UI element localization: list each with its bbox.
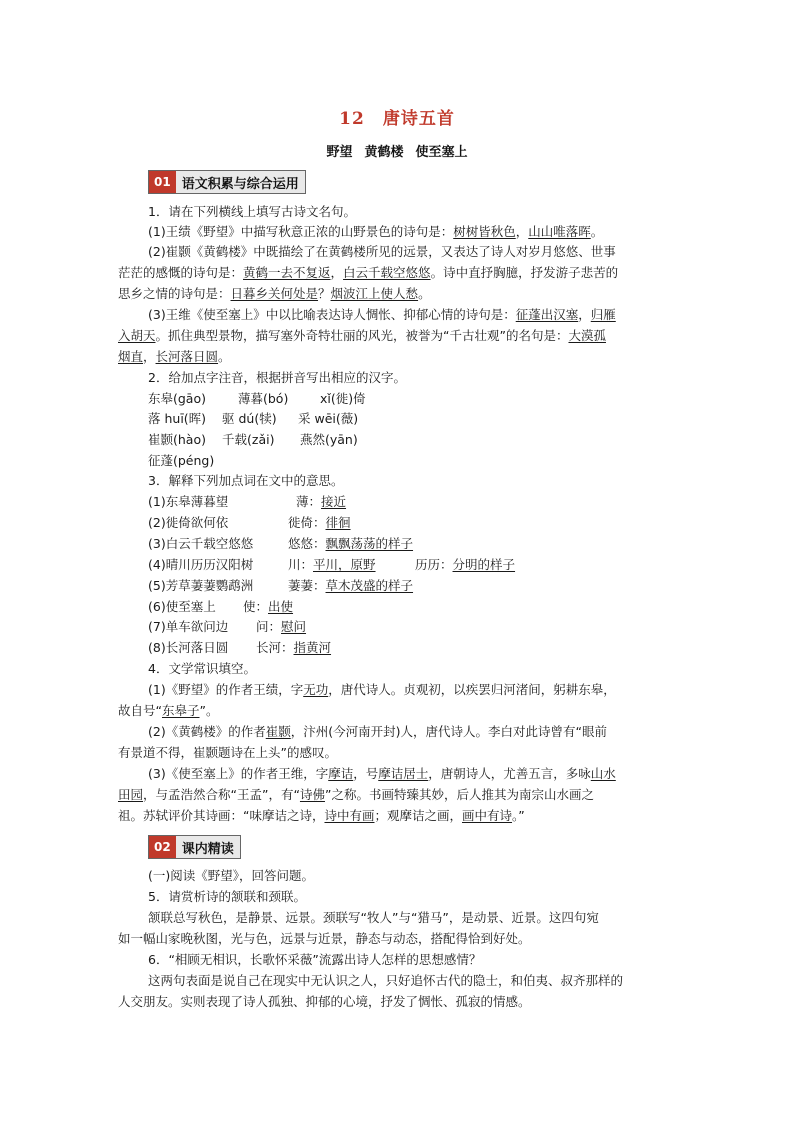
q1-line-7: 烟直，长河落日圆。 [118,349,231,364]
q4-line-2: 故自号“东皋子”。 [118,703,219,718]
q3-item: (3)白云千载空悠悠 悠悠：飘飘荡荡的样子 [148,536,414,551]
answer-5-line-2: 如一幅山家晚秋图，光与色，远景与近景，静态与动态，搭配得恰到好处。 [118,931,531,946]
question-3-heading: 3．解释下列加点词在文中的意思。 [148,473,344,488]
answer-blank: 树树皆秋色 [453,224,516,239]
q3-item: (4)晴川历历汉阳树 川：平川，原野 历历：分明的样子 [148,557,516,572]
q3-item: (2)徙倚欲何依 徙倚：徘徊 [148,515,351,530]
answer-blank: 大漠孤 [568,328,606,343]
answer-blank: 烟直 [118,349,144,364]
answer-blank: 入胡天 [118,328,156,343]
answer-blank: 日暮乡关何处是 [230,286,319,301]
poem-subtitle [0,141,794,160]
question-6: 6．“相顾无相识，长歌怀采薇”流露出诗人怎样的思想感情？ [148,952,482,967]
q4-line-4: 有景道不得，崔颢题诗在上头”的感叹。 [118,745,337,760]
answer-blank: 白云千载空悠悠 [343,265,431,280]
answer-blank: 长河落日圆 [155,349,219,364]
section-header-2 [148,835,241,859]
lesson-title: 12 唐诗五首 [339,109,455,129]
question-5: 5．请赏析诗的颔联和颈联。 [148,889,306,904]
q1-line-2: (2)崔颢《黄鹤楼》中既描绘了在黄鹤楼所见的远景，又表达了诗人对岁月悠悠、世事 [148,244,616,259]
subtitle-poem-2: 黄鹤楼 [364,145,404,160]
q2-row-3: 崔颢(hào) 千载(zǎi) 燕然(yān) [148,432,358,447]
question-2-heading: 2．给加点字注音，根据拼音写出相应的汉字。 [148,370,406,385]
answer-blank: 烟波江上使人愁 [330,286,419,301]
answer-blank: 黄鹤一去不复返 [243,265,331,280]
answer-6-line-2: 人交朋友。实则表现了诗人孤独、抑郁的心境，抒发了惆怅、孤寂的情感。 [118,994,531,1009]
question-4-heading: 4．文学常识填空。 [148,661,256,676]
section-label: 课内精读 [181,841,234,857]
q2-row-2: 落 huī(晖) 驱 dú(犊) 采 wēi(薇) [148,411,359,426]
section-number: 02 [149,836,176,858]
q4-line-5: (3)《使至塞上》的作者王维，字摩诘，号摩诘居士，唐朝诗人，尤善五言，多咏山水 [148,766,616,781]
q1-line-4: 思乡之情的诗句是：日暮乡关何处是？烟波江上使人愁。 [118,286,431,301]
subtitle-poem-1: 野望 [326,145,353,160]
q2-row-1: 东皋(gāo) 薄暮(bó) xǐ(徙)倚 [148,391,366,406]
answer-blank: 归雁 [590,307,616,322]
answer-blank: 征蓬出汉塞 [515,307,579,322]
section-header-1 [148,170,306,194]
q4-line-6: 田园，与孟浩然合称“王孟”，有“诗佛”之称。书画特臻其妙，后人推其为南宗山水画之 [118,787,594,802]
q3-item: (8)长河落日圆 长河：指黄河 [148,640,332,655]
answer-blank: 山山唯落晖 [528,224,591,239]
answer-6-line-1: 这两句表面是说自己在现实中无认识之人，只好追怀古代的隐士，和伯夷、叔齐那样的 [148,973,624,988]
reading-intro: (一)阅读《野望》，回答问题。 [148,868,315,883]
q3-item: (6)使至塞上 使：出使 [148,599,294,614]
section-label: 语文积累与综合运用 [181,176,299,192]
q4-line-3: (2)《黄鹤楼》的作者崔颢，汴州(今河南开封)人，唐代诗人。李白对此诗曾有“眼前 [148,724,607,739]
q2-row-4: 征蓬(péng) [148,453,215,468]
q1-line-1: (1)王绩《野望》中描写秋意正浓的山野景色的诗句是：树树皆秋色，山山唯落晖。 [148,224,604,239]
answer-5-line-1: 颔联总写秋色，是静景、远景。颈联写“牧人”与“猎马”，是动景、近景。这四句宛 [148,910,599,925]
q4-line-7: 祖。苏轼评价其诗画：“味摩诘之诗，诗中有画；观摩诘之画，画中有诗。” [118,808,525,823]
q1-line-6: 入胡天。抓住典型景物，描写塞外奇特壮丽的风光，被誉为“千古壮观”的名句是：大漠孤 [118,328,606,343]
section-number: 01 [149,171,176,193]
q3-item: (1)东皋薄暮望 薄：接近 [148,494,347,509]
q4-line-1: (1)《野望》的作者王绩，字无功，唐代诗人。贞观初，以疾罢归河渚间，躬耕东皋， [148,682,616,697]
q1-line-3: 茫茫的感慨的诗句是：黄鹤一去不复返，白云千载空悠悠。诗中直抒胸臆，抒发游子悲苦的 [118,265,619,280]
q3-item: (5)芳草萋萋鹦鹉洲 萋萋：草木茂盛的样子 [148,578,414,593]
question-1-heading: 1．请在下列横线上填写古诗文名句。 [148,204,356,219]
subtitle-poem-3: 使至塞上 [415,145,468,160]
q1-line-5: (3)王维《使至塞上》中以比喻表达诗人惆怅、抑郁心情的诗句是：征蓬出汉塞，归雁 [148,307,616,322]
q3-item: (7)单车欲问边 问：慰问 [148,619,307,634]
